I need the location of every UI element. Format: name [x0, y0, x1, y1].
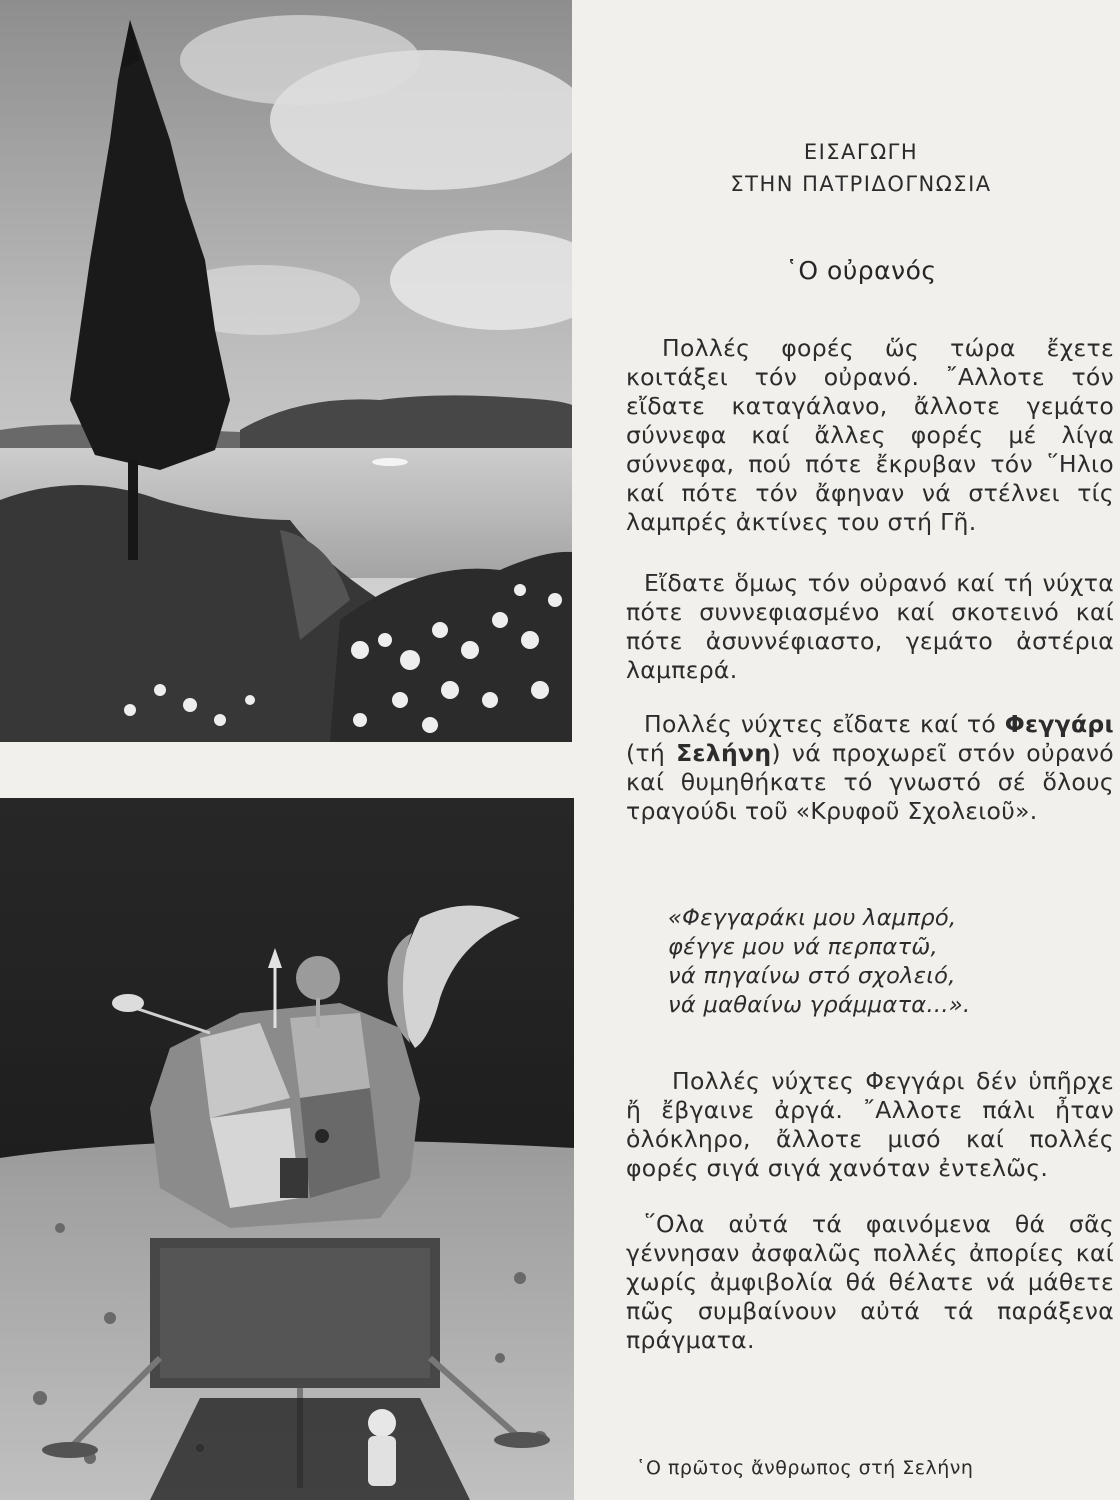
- poem-line: «Φεγγαράκι μου λαμπρό,: [668, 905, 957, 931]
- paragraph-3-text-end: ) νά προχωρεῖ στόν οὐρανό καί θυμηθήκατε τό γνωστό σέ ὅλους τραγούδι τοῦ «Κρυφοῦ Σχολειοῦ».: [626, 739, 1114, 825]
- paragraph-4: Πολλές νύχτες Φεγγάρι δέν ὑπῆρχε ἤ ἔβγαινε ἀργά. ῎Αλλοτε πάλι ἦταν ὁλόκληρο, ἄλλοτε μισό καί πολλές φορές σιγά σιγά χανόταν ἐντελῶς.: [626, 1067, 1114, 1182]
- chapter-title-line2: ΣΤΗΝ ΠΑΤΡΙΔΟΓΝΩΣΙΑ: [730, 172, 992, 196]
- lunar-module-photo: [0, 798, 574, 1500]
- poem-line: νά μαθαίνω γράμματα...».: [668, 992, 971, 1018]
- photo-caption: ῾Ο πρῶτος ἄνθρωπος στή Σελήνη: [636, 1457, 974, 1479]
- paragraph-2: Εἴδατε ὅμως τόν οὐρανό καί τή νύχτα πότε συννεφιασμένο καί σκοτεινό καί πότε ἀσυννέφιαστο, γεμάτο ἀστέρια λαμπερά.: [626, 569, 1114, 684]
- paragraph-5: ῞Ολα αὐτά τά φαινόμενα θά σᾶς γέννησαν ἀσφαλῶς πολλές ἀπορίες καί χωρίς ἀμφιβολία θά θέλατε νά μάθετε πῶς συμβαίνουν αὐτά τά παράξενα πράγματα.: [626, 1210, 1114, 1354]
- section-title: ῾Ο οὐρανός: [785, 256, 937, 285]
- moon-term-selini: Σελήνη: [676, 739, 772, 767]
- chapter-title-line1: ΕΙΣΑΓΩΓΗ: [803, 140, 919, 164]
- landscape-photo: [0, 0, 572, 742]
- paragraph-3: [626, 710, 1114, 826]
- poem-line: νά πηγαίνω στό σχολειό,: [668, 963, 956, 989]
- moon-term-feggari: Φεγγάρι: [1004, 710, 1114, 738]
- poem-line: φέγγε μου νά περπατῶ,: [668, 934, 938, 960]
- poem-block: [668, 904, 1098, 1020]
- paragraph-1: Πολλές φορές ὥς τώρα ἔχετε κοιτάξει τόν οὐρανό. ῎Αλλοτε τόν εἴδατε καταγάλανο, ἄλλοτε γεμάτο σύννεφα καί ἄλλες φορές μέ λίγα σύννεφα, πού πότε ἔκρυβαν τόν ῞Ηλιο καί πότε τόν ἄφηναν νά στέλνει τίς λαμπρές ἀκτίνες του στή Γῆ.: [626, 334, 1114, 536]
- paragraph-3-text-start: Πολλές νύχτες εἴδατε καί τό: [644, 710, 1005, 738]
- paragraph-3-text-mid: (τή: [626, 739, 677, 767]
- text-column: [626, 0, 1120, 1500]
